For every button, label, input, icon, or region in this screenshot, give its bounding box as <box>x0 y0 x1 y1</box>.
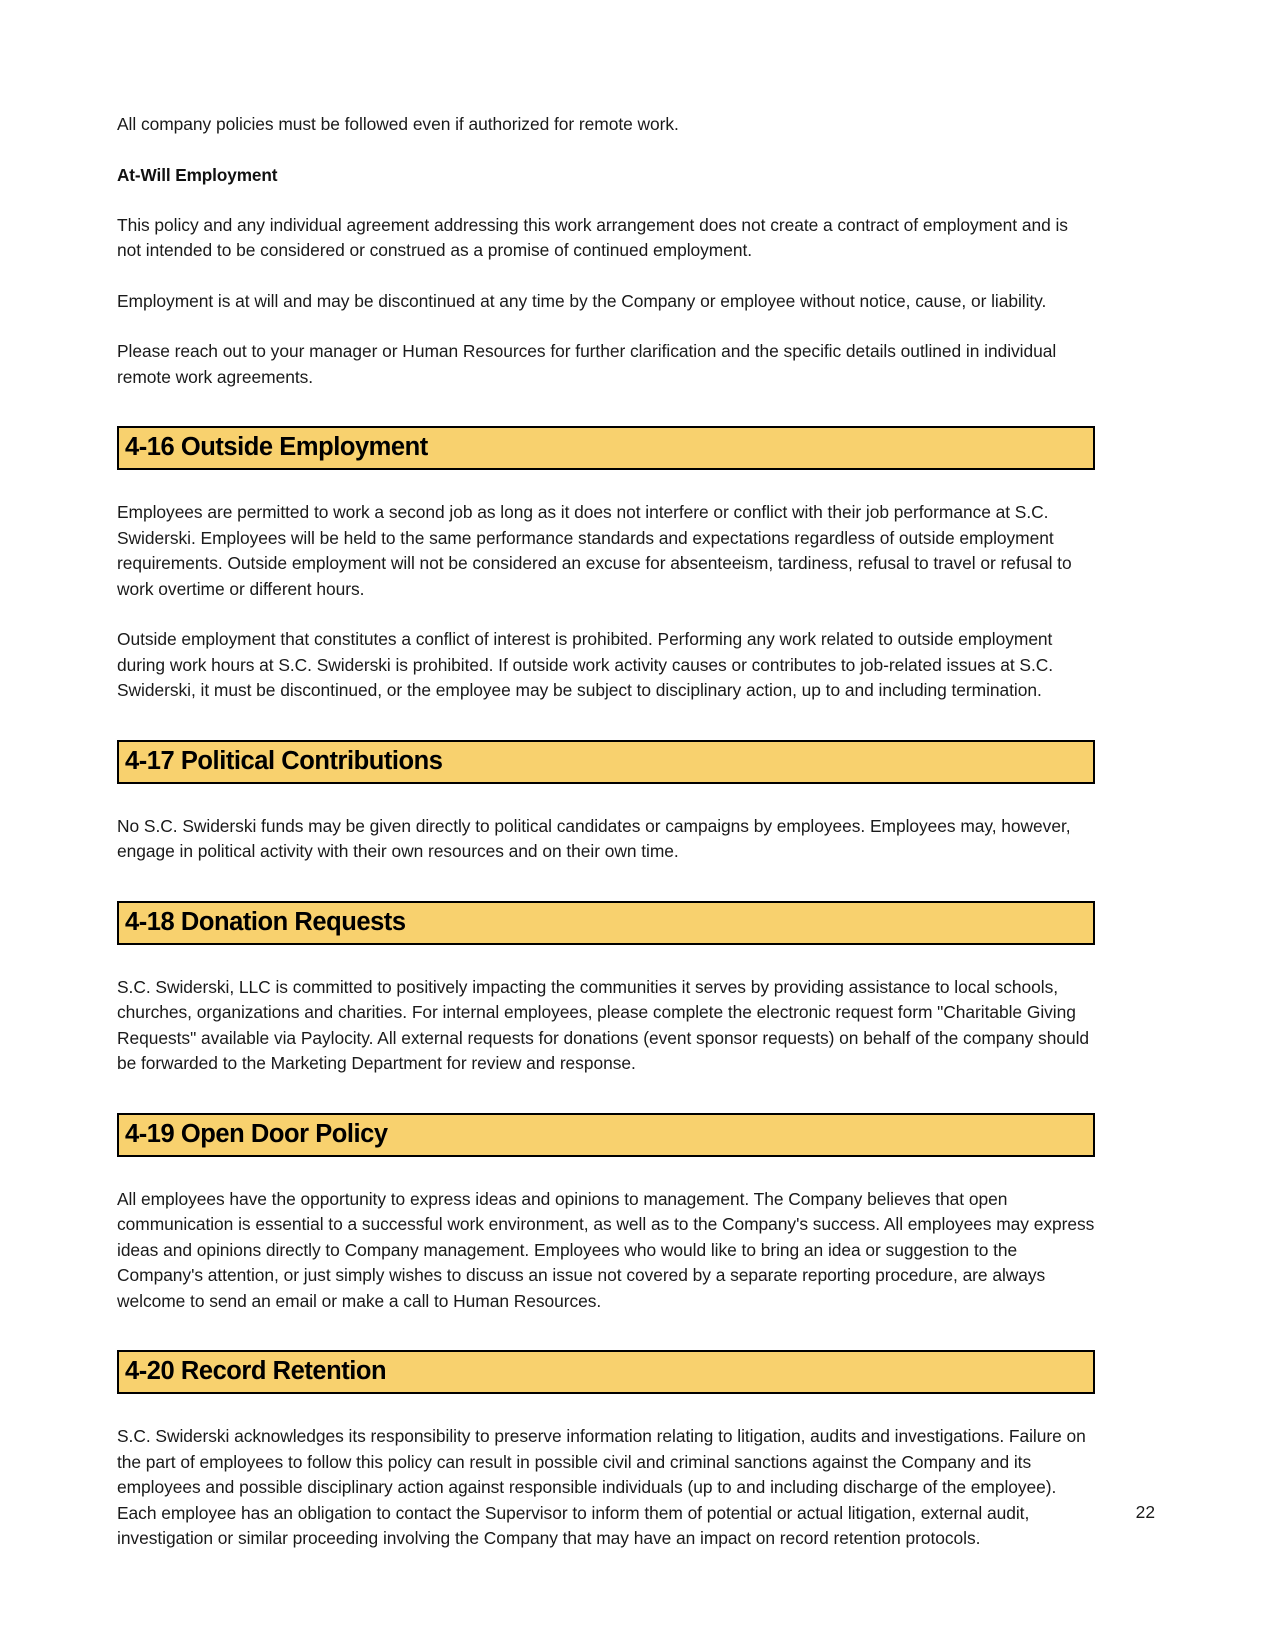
spacer <box>117 1077 1095 1113</box>
paragraph: No S.C. Swiderski funds may be given directly to political candidates or campaigns by employees. Employees may, however, engage in political activity with their own resources and on their own time. <box>117 815 1071 861</box>
spacer <box>117 264 1095 289</box>
section-heading-4-20: 4-20 Record Retention <box>117 1350 1095 1394</box>
paragraph: Outside employment that constitutes a conflict of interest is prohibited. Performing any work related to outside employment during work hours at S.C. Swiderski is prohibited. If outside work activity causes or contributes to job-related issues at S.C. Swiderski, it must be discontinued, or the employee may be subject to disciplinary action, up to and including termination. <box>117 629 1054 700</box>
spacer <box>117 188 1095 213</box>
spacer <box>117 945 1095 975</box>
paragraph: All employees have the opportunity to express ideas and opinions to management. The Company believes that open communication is essential to a successful work environment, as well as to the Company's success. All employees may express ideas and opinions directly to Company management. Employees who would like to bring an idea or suggestion to the Company's attention, or just simply wishes to discuss an issue not covered by a separate reporting procedure, are always welcome to send an email or make a call to Human Resources. <box>117 1188 1095 1311</box>
paragraph: S.C. Swiderski, LLC is committed to positively impacting the communities it serves by providing assistance to local schools, churches, organizations and charities. For internal employees, please complete the electronic request form "Charitable Giving Requests" available via Paylocity. All external requests for donations (event sponsor requests) on behalf of the company should be forwarded to the Marketing Department for review and response. <box>117 976 1090 1073</box>
page-content <box>117 112 1095 1552</box>
spacer <box>117 704 1095 740</box>
subheading-at-will-employment: At-Will Employment <box>117 164 278 185</box>
spacer <box>117 314 1095 339</box>
intro-paragraph: All company policies must be followed even if authorized for remote work. <box>117 114 679 134</box>
paragraph: Employment is at will and may be discontinued at any time by the Company or employee without notice, cause, or liability. <box>117 290 1047 311</box>
section-heading-4-18: 4-18 Donation Requests <box>117 901 1095 945</box>
spacer <box>117 602 1095 627</box>
spacer <box>117 784 1095 814</box>
paragraph: Please reach out to your manager or Human Resources for further clarification and the specific details outlined in individual remote work agreements. <box>117 341 1057 387</box>
spacer <box>117 138 1095 163</box>
section-heading-4-17: 4-17 Political Contributions <box>117 740 1095 784</box>
paragraph: This policy and any individual agreement addressing this work arrangement does not create a contract of employment and is not intended to be considered or construed as a promise of continued employment. <box>117 214 1068 260</box>
page-number: 22 <box>1135 1502 1155 1522</box>
spacer <box>117 390 1095 426</box>
spacer <box>117 865 1095 901</box>
section-heading-4-19: 4-19 Open Door Policy <box>117 1113 1095 1157</box>
spacer <box>117 1394 1095 1424</box>
spacer <box>117 1157 1095 1187</box>
section-heading-4-16: 4-16 Outside Employment <box>117 426 1095 470</box>
spacer <box>117 470 1095 500</box>
paragraph: Employees are permitted to work a second job as long as it does not interfere or conflict with their job performance at S.C. Swiderski. Employees will be held to the same performance standards and expectations regardless of outside employment requirements. Outside employment will not be considered an excuse for absenteeism, tardiness, refusal to travel or refusal to work overtime or different hours. <box>117 502 1072 599</box>
spacer <box>117 1314 1095 1350</box>
paragraph: S.C. Swiderski acknowledges its responsibility to preserve information relating to litigation, audits and investigations. Failure on the part of employees to follow this policy can result in possible civil and criminal sanctions against the Company and its employees and possible disciplinary action against responsible individuals (up to and including discharge of the employee). Each employee has an obligation to contact the Supervisor to inform them of potential or actual litigation, external audit, investigation or similar proceeding involving the Company that may have an impact on record retention protocols. <box>117 1426 1086 1548</box>
